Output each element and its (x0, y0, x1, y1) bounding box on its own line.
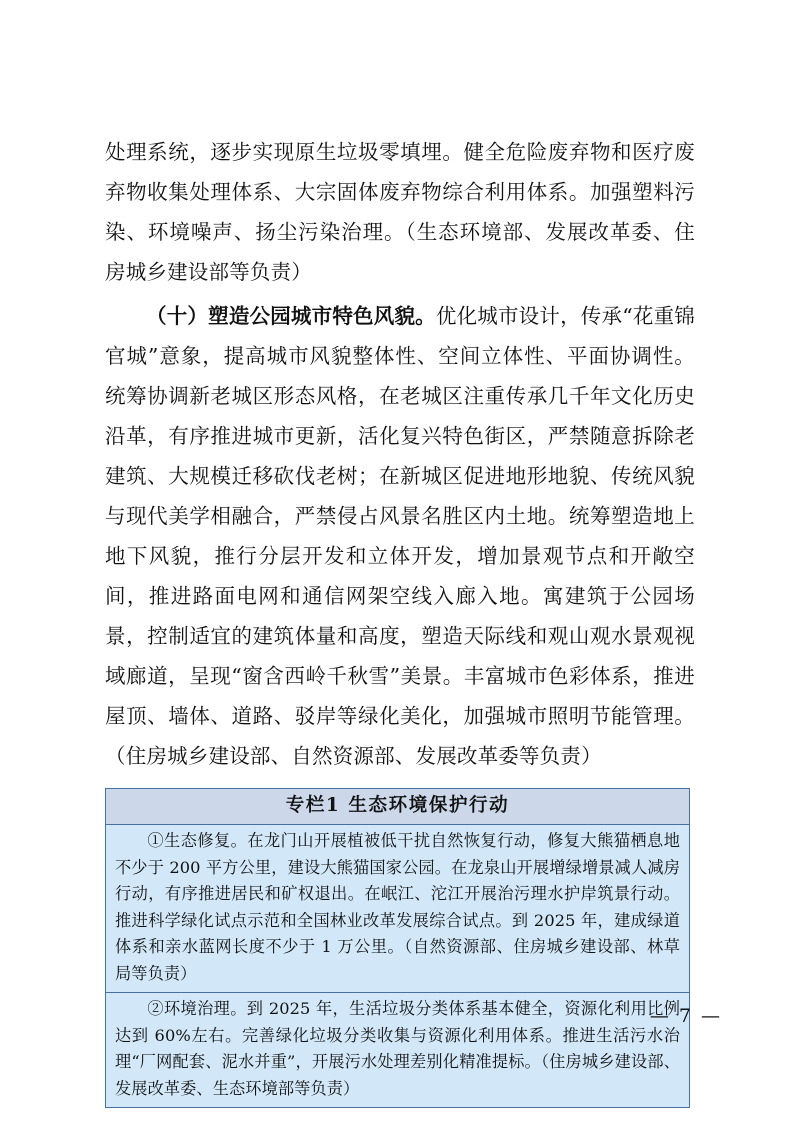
paragraph-text: 处理系统，逐步实现原生垃圾零填埋。健全危险废弃物和医疗废弃物收集处理体系、大宗固体废弃物综合利用体系。加强塑料污染、环境噪声、扬尘污染治理。（生态环境部、发展改革委、住房城乡建设部等负责） (105, 140, 695, 284)
paragraph-text: 优化城市设计，传承“花重锦官城”意象，提高城市风貌整体性、空间立体性、平面协调性。统筹协调新老城区形态风格，在老城区注重传承几千年文化历史沿革，有序推进城市更新，活化复兴特色街区，严禁随意拆除老建筑、大规模迁移砍伐老树；在新城区促进地形地貌、传统风貌与现代美学相融合，严禁侵占风景名胜区内土地。统筹塑造地上地下风貌，推行分层开发和立体开发，增加景观节点和开敞空间，推进路面电网和通信网架空线入廊入地。寓建筑于公园场景，控制适宜的建筑体量和高度，塑造天际线和观山观水景观视域廊道，呈现“窗含西岭千秋雪”美景。丰富城市色彩体系，推进屋顶、墙体、道路、驳岸等绿化美化，加强城市照明节能管理。（住房城乡建设部、自然资源部、发展改革委等负责） (105, 304, 695, 768)
callout-box-column-1 (105, 788, 690, 1108)
callout-title: 专栏1 生态环境保护行动 (106, 789, 689, 825)
callout-item-ecological-restoration: ①生态修复。在龙门山开展植被低干扰自然恢复行动，修复大熊猫栖息地不少于 200 平方公里，建设大熊猫国家公园。在龙泉山开展增绿增景减人减房行动，有序推进居民和矿权退出。在岷江、沱江开展治污理水护岸筑景行动。推进科学绿化试点示范和全国林业改革发展综合试点。到 2025 年，建成绿道体系和亲水蓝网长度不少于 1 万公里。（自然资源部、住房城乡建设部、林草局等负责） (106, 825, 689, 992)
paragraph-continuation (105, 132, 695, 292)
paragraph-section-ten (105, 296, 695, 776)
callout-item-environmental-governance: ②环境治理。到 2025 年，生活垃圾分类体系基本健全，资源化利用比例达到 60%左右。完善绿化垃圾分类收集与资源化利用体系。推进生活污水治理“厂网配套、泥水并重”，开展污水处理差别化精准提标。（住房城乡建设部、发展改革委、生态环境部等负责） (106, 992, 689, 1107)
page-content (105, 132, 695, 1108)
page-number: — 7 — (649, 1005, 722, 1027)
section-heading-ten: （十）塑造公园城市特色风貌。 (146, 304, 436, 328)
